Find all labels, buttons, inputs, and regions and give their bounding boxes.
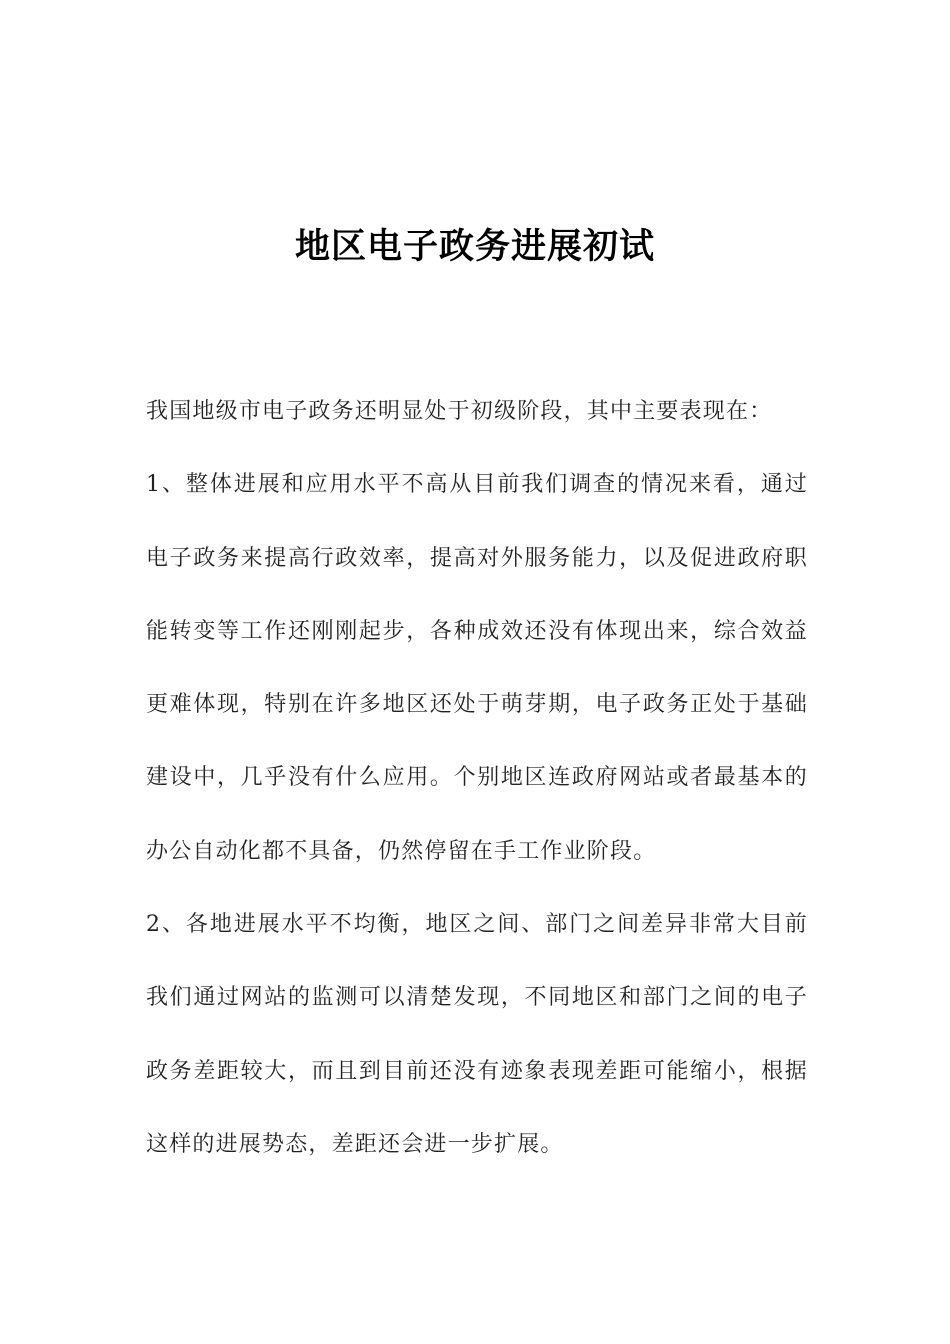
document-title: 地区电子政务进展初试	[294, 227, 655, 267]
paragraph-point-2: 2、各地进展水平不均衡，地区之间、部门之间差异非常大目前我们通过网站的监测可以清楚发现，不同地区和部门之间的电子政务差距较大，而且到目前还没有迹象表现差距可能缩小，根据这样的进展势态，差距还会进一步扩展。	[146, 912, 808, 1157]
document-body	[146, 375, 808, 1181]
paragraph-point-1: 1、整体进展和应用水平不高从目前我们调查的情况来看，通过电子政务来提高行政效率，提高对外服务能力，以及促进政府职能转变等工作还刚刚起步，各种成效还没有体现出来，综合效益更难体现，特别在许多地区还处于萌芽期，电子政务正处于基础建设中，几乎没有什么应用。个别地区连政府网站或者最基本的办公自动化都不具备，仍然停留在手工作业阶段。	[146, 472, 808, 864]
paragraph-intro: 我国地级市电子政务还明显处于初级阶段，其中主要表现在：	[146, 399, 773, 424]
